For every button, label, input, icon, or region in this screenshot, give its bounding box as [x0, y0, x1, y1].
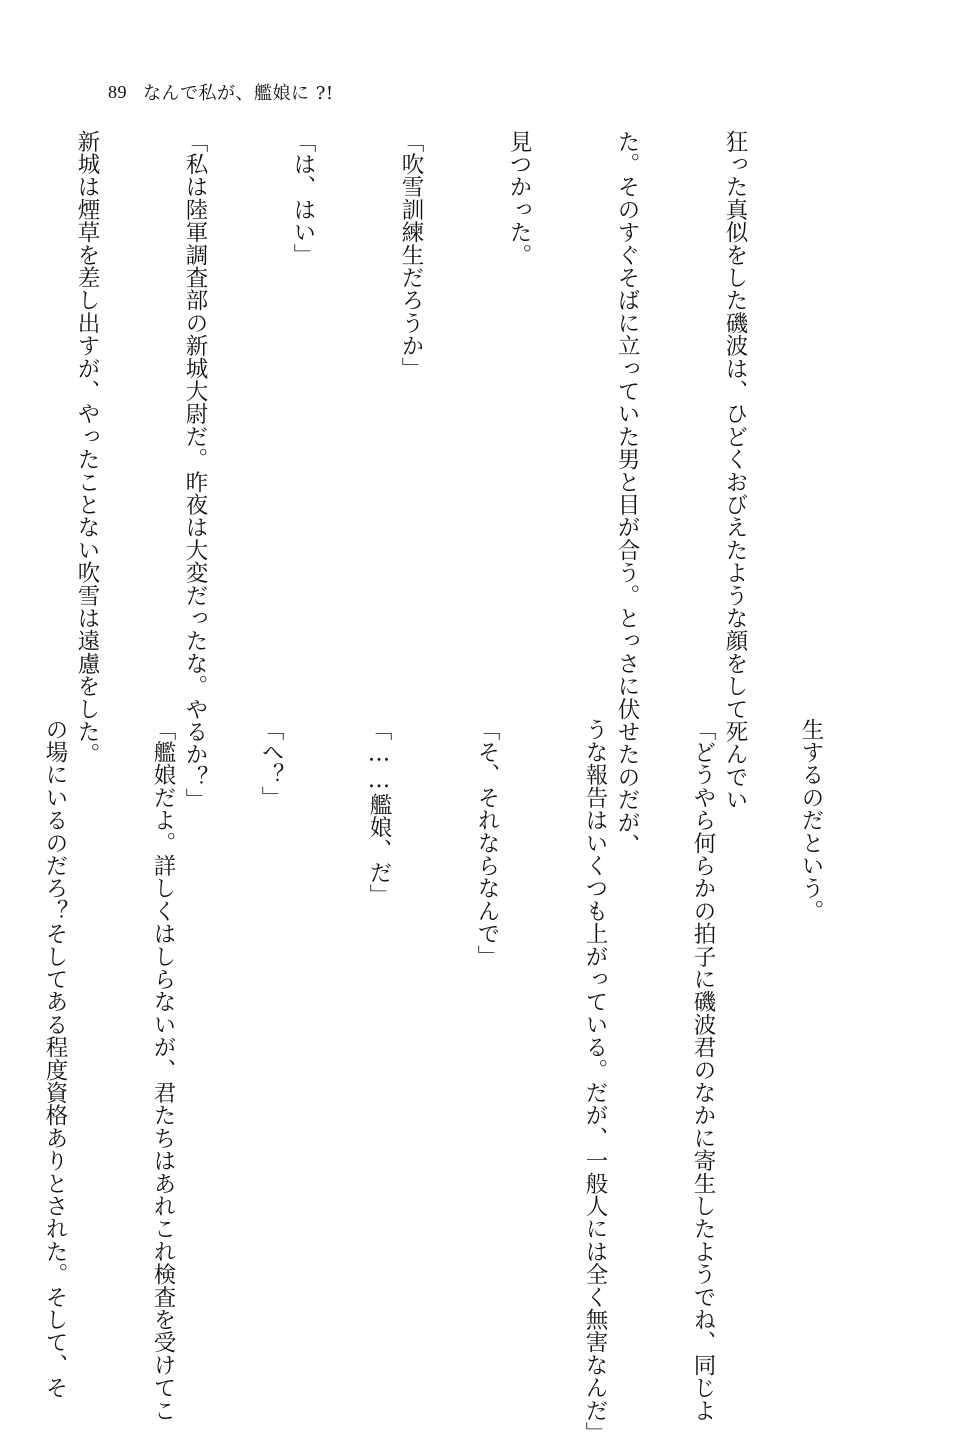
text-line: 「艦娘だよ。詳しくはしらないが、君たちはあれこれ検査を受けてこ	[150, 718, 176, 1422]
running-head	[108, 78, 334, 106]
text-line: の場にいるのだろ？そしてある程度資格ありとされた。そして、そ	[42, 718, 68, 1399]
text-line: 「は、はい」	[290, 130, 316, 267]
text-line: 「そ、それならなんで」	[474, 718, 500, 968]
text-line: 「どうやら何らかの拍子に磯波君のなかに寄生したようでね、同じよ	[690, 718, 716, 1422]
text-line: 見つかった。	[506, 130, 532, 267]
text-line: うな報告はいくつも上がっている。だが、一般人には全く無害なんだ」	[582, 718, 608, 1444]
chapter-title: なんで私が、艦娘に ?!	[143, 83, 334, 104]
page-number: 89	[108, 81, 127, 102]
text-line: 「吹雪訓練生だろうか」	[398, 130, 424, 380]
text-line: 狂った真似をした磯波は、ひどくおびえたような顔をして死んでい	[722, 130, 748, 811]
text-line: 「へ？」	[258, 718, 284, 809]
text-line: 生するのだという。	[798, 718, 824, 923]
text-line: 「……艦娘、だ」	[366, 718, 392, 907]
text-line: た。そのすぐそばに立っていた男と目が合う。とっさに伏せたのだが、	[614, 130, 640, 857]
lower-text-column	[42, 718, 901, 1444]
text-line: 新城は煙草を差し出すが、やったことない吹雪は遠慮をした。	[74, 130, 100, 766]
text-line: 「私は陸軍調査部の新城大尉だ。昨夜は大変だったな。やるか？」	[182, 130, 208, 811]
